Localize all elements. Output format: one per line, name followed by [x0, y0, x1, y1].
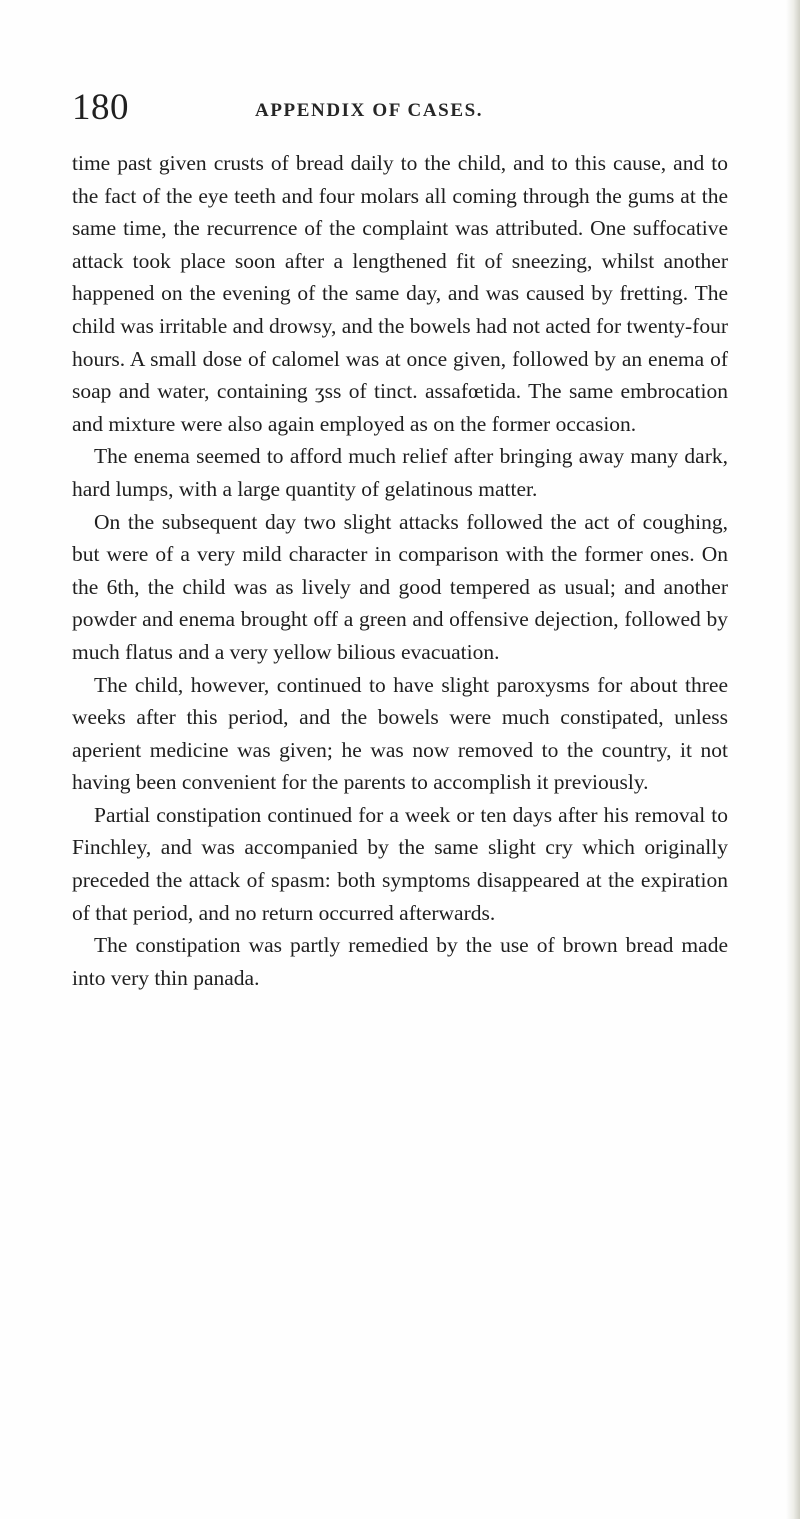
- paragraph: The constipation was partly remedied by the use of brown bread made into very thin panada.: [72, 933, 728, 990]
- page-number: 180: [72, 87, 129, 128]
- paragraph: The enema seemed to afford much relief after bringing away many dark, hard lumps, with a large quantity of gelatinous matter.: [72, 444, 728, 501]
- paragraph: time past given crusts of bread daily to the child, and to this cause, and to the fact of the eye teeth and four molars all coming through the gums at the same time, the recurrence of the complaint was attributed. One suffocative attack took place soon after a lengthened fit of sneezing, whilst another happened on the evening of the same day, and was caused by fretting. The child was irritable and drowsy, and the bowels had not acted for twenty-four hours. A small dose of calomel was at once given, followed by an enema of soap and water, containing ʒss of tinct. assafœtida. The same embrocation and mixture were also again employed as on the former occasion.: [72, 151, 728, 436]
- page-edge-shadow: [786, 0, 800, 1519]
- page-header: [72, 88, 712, 128]
- running-head: APPENDIX OF CASES.: [255, 100, 484, 121]
- paragraph: Partial constipation continued for a week or ten days after his removal to Finchley, and was accompanied by the same slight cry which originally preceded the attack of spasm: both symptoms disappeared at the expiration of that period, and no return occurred afterwards.: [72, 802, 728, 925]
- body-text: [72, 147, 728, 994]
- paragraph: The child, however, continued to have slight paroxysms for about three weeks after this period, and the bowels were much constipated, unless aperient medicine was given; he was now removed to the country, it not having been convenient for the parents to accomplish it previously.: [72, 672, 728, 795]
- paragraph: On the subsequent day two slight attacks followed the act of coughing, but were of a very mild character in comparison with the former ones. On the 6th, the child was as lively and good tempered as usual; and another powder and enema brought off a green and offensive dejection, followed by much flatus and a very yellow bilious evacuation.: [72, 509, 728, 664]
